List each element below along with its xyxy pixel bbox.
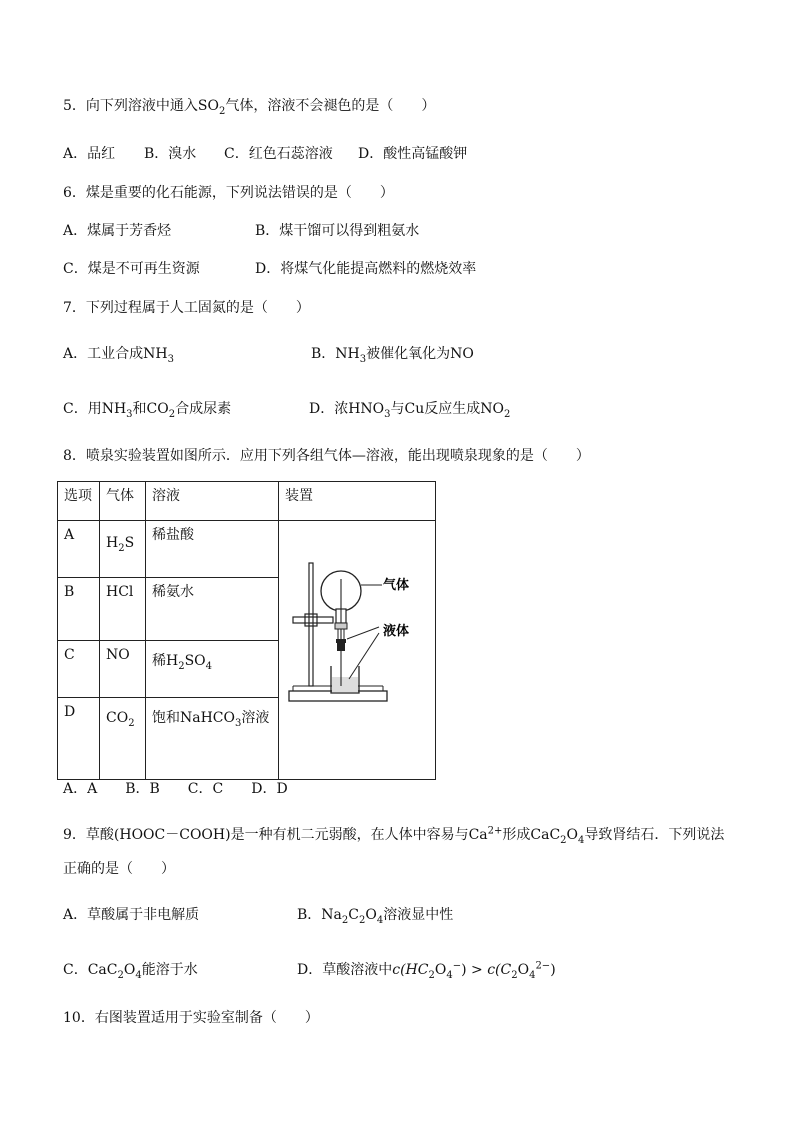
q6-option-d: D．将煤气化能提高燃料的燃烧效率 [255,261,477,277]
q9-option-a: A．草酸属于非电解质 [63,907,200,923]
q9-option-b: B．$Na_2C_2O_4$溶液显中性 [297,907,454,926]
q9-option-c: C．$CaC_2O_4$能溶于水 [63,962,198,981]
q5-option-d: D．酸性高锰酸钾 [358,146,468,162]
apparatus-figure [279,521,436,780]
q5-option-c: C．红色石蕊溶液 [224,146,333,162]
q7-option-a: A．工业合成$NH_3$ [63,346,174,365]
fountain-apparatus-diagram [279,521,435,773]
q9-stem-line1: 9．草酸(HOOC－COOH)是一种有机二元弱酸，在人体中容易与$Ca^{2+}$形成$CaC_2O_4$导致肾结石．下列说法 [63,825,725,846]
row-a-solution: 稀盐酸 [146,521,279,578]
row-d-option: D [58,697,100,779]
row-b-solution: 稀氨水 [146,577,279,640]
row-c-gas: NO [100,640,146,697]
q10-stem: 10．右图装置适用于实验室制备（ ） [63,1010,319,1026]
q5-option-b: B．溴水 [144,146,197,162]
row-c-option: C [58,640,100,697]
q9-stem-line2: 正确的是（ ） [63,861,175,877]
q6-stem: 6．煤是重要的化石能源，下列说法错误的是（ ） [63,185,394,201]
q7-option-b: B．$NH_3$被催化氧化为NO [311,346,474,365]
q5-stem: 5．向下列溶液中通入$SO_2$气体，溶液不会褪色的是（ ） [63,98,436,117]
q8-stem: 8．喷泉实验装置如图所示．应用下列各组气体—溶液，能出现喷泉现象的是（ ） [63,448,590,464]
row-c-solution: 稀$H_2SO_4$ [146,640,279,697]
header-apparatus: 装置 [279,482,436,521]
q8-options: A．A B．B C．C D．D [63,781,288,797]
q8-table [57,481,436,780]
row-b-gas: HCl [100,577,146,640]
row-b-option: B [58,577,100,640]
q5-option-a: A．品红 [63,146,116,162]
header-option: 选项 [58,482,100,521]
row-d-gas: $CO_2$ [100,697,146,779]
q6-option-c: C．煤是不可再生资源 [63,261,200,277]
q7-option-d: D．浓$HNO_3$与Cu反应生成$NO_2$ [309,401,511,420]
label-liquid: 液体 [383,624,410,639]
row-a-option: A [58,521,100,578]
q9-option-d: D．草酸溶液中$c(HC_2O_4^-) > c(C_2O_4^{2-})$ [297,960,556,981]
row-d-solution: 饱和NaHCO$_3$溶液 [146,697,279,779]
row-a-gas: $H_2S$ [100,521,146,578]
q6-option-a: A．煤属于芳香烃 [63,223,172,239]
q7-stem: 7．下列过程属于人工固氮的是（ ） [63,300,310,316]
header-gas: 气体 [100,482,146,521]
q7-option-c: C．用$NH_3$和$CO_2$合成尿素 [63,401,232,420]
q6-option-b: B．煤干馏可以得到粗氨水 [255,223,420,239]
header-solution: 溶液 [146,482,279,521]
label-gas: 气体 [383,578,410,593]
